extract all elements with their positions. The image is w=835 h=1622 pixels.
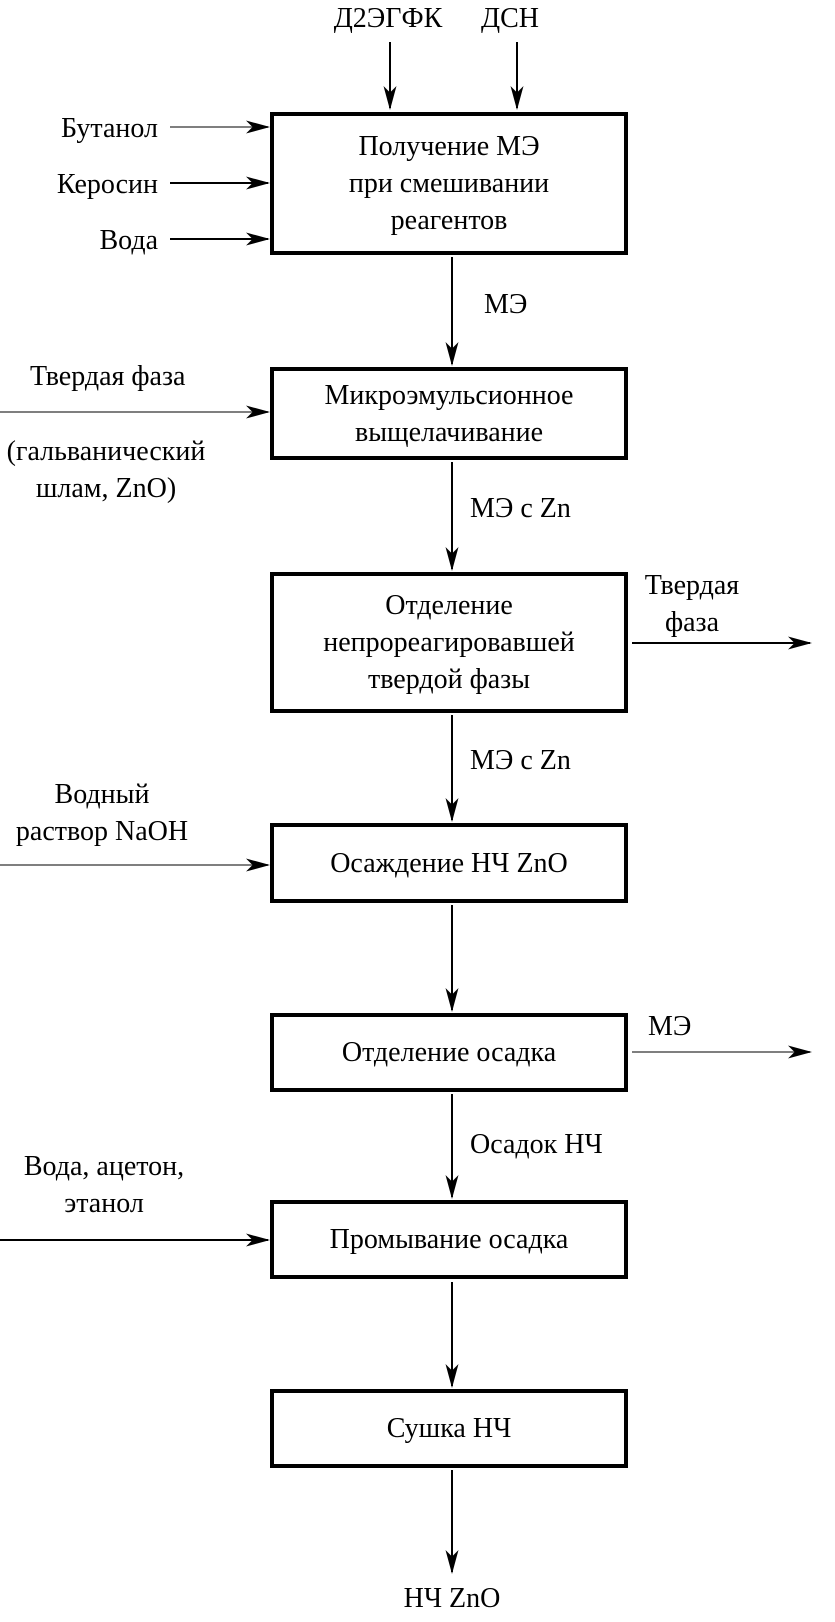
wash-line2: этанол <box>64 1188 144 1219</box>
naoh-line1: Водный <box>54 779 150 810</box>
top-input-dsn: ДСН <box>481 3 539 34</box>
box-me-preparation <box>270 112 628 255</box>
solid-phase-note-line1: (гальванический <box>6 436 206 467</box>
left-input-water: Вода <box>99 225 158 256</box>
solid-phase-out-line1: Твердая <box>644 570 740 601</box>
box-text-line: твердой фазы <box>367 664 531 695</box>
solid-phase-note-line2: шлам, ZnO) <box>35 473 177 504</box>
box-text-line: реагентов <box>390 205 508 236</box>
box-microemulsion-leaching <box>270 367 628 460</box>
box-solid-phase-separation <box>270 572 628 713</box>
box-text-line: непрореагировавшей <box>323 627 575 658</box>
wash-line1: Вода, ацетон, <box>23 1151 185 1182</box>
right-output-me: МЭ <box>648 1011 692 1042</box>
flow-label-me-zn-2: МЭ с Zn <box>470 745 571 776</box>
left-input-butanol: Бутанол <box>61 113 158 144</box>
box-zno-precipitation <box>270 823 628 903</box>
box-sediment-separation <box>270 1013 628 1092</box>
left-input-naoh <box>0 776 204 850</box>
box-text-line: при смешивании <box>348 168 550 199</box>
solid-phase-out-line2: фаза <box>664 607 720 638</box>
box-text-line: выщелачивание <box>354 416 544 448</box>
left-input-solid-phase: Твердая фаза <box>30 361 186 392</box>
box-text-line: Микроэмульсионное <box>324 379 574 411</box>
naoh-line2: раствор NaOH <box>15 816 189 847</box>
box-text-line: Сушка НЧ <box>386 1413 512 1444</box>
box-text-line: Получение МЭ <box>358 131 540 162</box>
left-input-wash <box>0 1148 208 1222</box>
box-sediment-washing <box>270 1200 628 1279</box>
left-input-solid-phase-note <box>0 433 212 507</box>
box-text-line: Промывание осадка <box>329 1224 569 1255</box>
final-output-label: НЧ ZnO <box>403 1583 501 1614</box>
box-text-line: Отделение осадка <box>341 1037 557 1068</box>
flow-label-me: МЭ <box>484 289 528 320</box>
box-text-line: Отделение <box>385 590 513 621</box>
flow-label-sediment: Осадок НЧ <box>470 1129 603 1160</box>
box-drying <box>270 1389 628 1468</box>
left-input-kerosene: Керосин <box>56 169 158 200</box>
top-input-d2ehpa: Д2ЭГФК <box>333 3 443 34</box>
flow-label-me-zn-1: МЭ с Zn <box>470 493 571 524</box>
box-text-line: Осаждение НЧ ZnO <box>330 847 568 879</box>
right-output-solid-phase <box>622 567 762 641</box>
